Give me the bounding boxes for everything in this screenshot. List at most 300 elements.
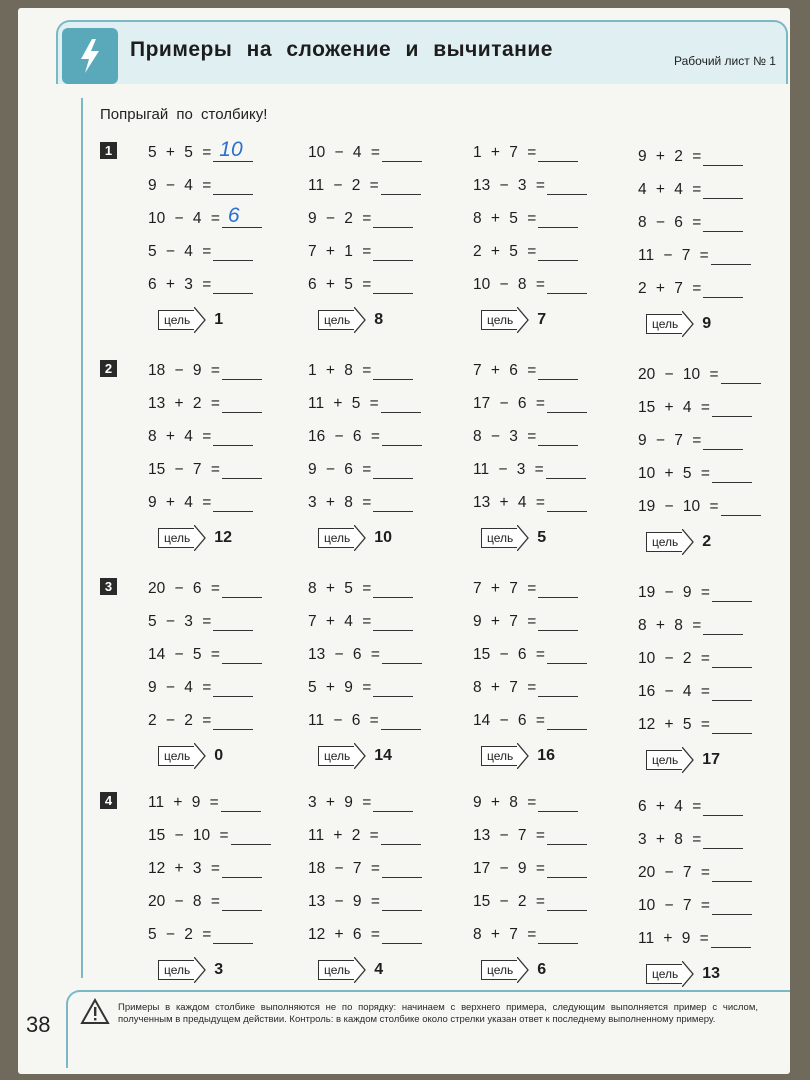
answer-blank[interactable] [222,361,262,380]
exercise-row [308,356,413,380]
exercise-expression: 19 − 10 = [638,498,719,515]
answer-blank[interactable] [222,579,262,598]
answer-blank[interactable] [538,209,578,228]
exercise-expression: 10 − 2 = [638,650,710,667]
exercise-expression: 9 + 2 = [638,148,702,165]
goal-label: цель [158,310,194,330]
goal-arrow-row [646,961,720,987]
exercise-row [638,459,752,483]
exercise-row [473,138,578,162]
exercise-expression: 3 + 9 = [308,794,372,811]
answer-blank[interactable] [703,147,743,166]
goal-label: цель [318,746,354,766]
answer-blank[interactable] [382,892,422,911]
answer-blank[interactable] [373,361,413,380]
answer-blank[interactable] [382,859,422,878]
exercise-expression: 9 − 2 = [308,210,372,227]
answer-blank[interactable] [373,209,413,228]
exercise-expression: 6 + 5 = [308,276,372,293]
exercise-expression: 12 + 3 = [148,860,220,877]
exercise-row [148,204,262,228]
exercise-expression: 5 − 2 = [148,926,212,943]
exercise-row [308,821,421,845]
exercise-expression: 13 − 9 = [308,893,380,910]
exercise-row [638,611,743,635]
goal-arrow-row [158,307,223,333]
exercise-row [308,455,413,479]
answer-blank[interactable] [703,431,743,450]
answer-blank[interactable] [381,176,421,195]
exercise-row [308,237,413,261]
goal-arrow-icon [158,309,206,331]
answer-blank[interactable] [712,896,752,915]
exercise-row [638,360,761,384]
exercise-expression: 5 − 3 = [148,613,212,630]
exercise-row [638,644,752,668]
exercise-expression: 8 + 4 = [148,428,212,445]
exercise-expression: 11 − 3 = [473,461,544,478]
goal-arrow-row [318,743,392,769]
goal-arrow-icon [646,531,694,553]
answer-blank[interactable] [222,892,262,911]
answer-blank[interactable] [712,398,752,417]
handwritten-answer: 6 [227,204,240,227]
warning-icon [80,998,110,1030]
exercise-expression: 11 + 9 = [148,794,219,811]
goal-arrow-icon [158,959,206,981]
goal-arrow-icon [481,959,529,981]
answer-blank[interactable] [547,859,587,878]
answer-blank[interactable] [538,793,578,812]
task-number: 1 [100,142,117,159]
exercise-expression: 17 − 6 = [473,395,545,412]
answer-blank[interactable] [703,279,743,298]
exercise-expression: 8 + 8 = [638,617,702,634]
exercise-row [148,920,253,944]
exercise-expression: 18 − 9 = [148,362,220,379]
exercise-row [148,788,261,812]
exercise-expression: 8 + 7 = [473,926,537,943]
answer-blank[interactable] [373,460,413,479]
exercise-expression: 8 − 3 = [473,428,537,445]
exercise-expression: 9 + 4 = [148,494,212,511]
goal-value: 5 [537,529,547,546]
answer-blank[interactable] [538,361,578,380]
exercise-row [638,792,743,816]
exercise-expression: 8 + 7 = [473,679,537,696]
exercise-row [638,578,752,602]
exercise-row [308,920,422,944]
exercise-row [473,574,578,598]
answer-blank[interactable] [538,678,578,697]
answer-blank[interactable] [381,394,421,413]
exercise-expression: 11 − 6 = [308,712,379,729]
page-number: 38 [26,1012,51,1037]
exercise-row [473,821,587,845]
exercise-row [473,422,578,446]
answer-blank[interactable] [712,863,752,882]
exercise-row [148,270,253,294]
task-number: 4 [100,792,117,809]
goal-value: 0 [214,747,224,764]
exercise-row [148,574,262,598]
exercise-expression: 9 − 4 = [148,679,212,696]
answer-blank[interactable] [373,612,413,631]
goal-label: цель [646,964,682,984]
answer-blank[interactable] [546,460,586,479]
exercise-expression: 9 − 6 = [308,461,372,478]
answer-blank[interactable] [382,143,422,162]
exercise-expression: 3 + 8 = [638,831,702,848]
exercise-row [308,389,421,413]
exercise-row [148,237,253,261]
answer-blank[interactable] [382,427,422,446]
goal-arrow-row [318,525,392,551]
worksheet-page [18,8,790,1074]
exercise-row [308,422,422,446]
exercise-expression: 15 − 7 = [148,461,220,478]
goal-arrow-icon [646,313,694,335]
goal-label: цель [158,528,194,548]
goal-label: цель [646,750,682,770]
answer-blank[interactable] [703,830,743,849]
exercise-row [148,389,262,413]
goal-label: цель [318,528,354,548]
exercise-expression: 10 − 4 = [308,144,380,161]
goal-label: цель [646,314,682,334]
answer-blank[interactable] [703,797,743,816]
exercise-row [473,389,587,413]
answer-blank[interactable] [712,682,752,701]
answer-blank[interactable] [711,929,751,948]
goal-value: 7 [537,311,547,328]
exercise-expression: 2 + 5 = [473,243,537,260]
goal-arrow-row [481,525,546,551]
exercise-row [473,237,578,261]
exercise-row [473,788,578,812]
goal-label: цель [318,310,354,330]
worksheet-label: Рабочий лист № 1 [674,54,776,68]
answer-blank[interactable] [213,138,253,162]
exercise-expression: 13 + 4 = [473,494,545,511]
goal-arrow-row [158,957,223,983]
goal-label: цель [481,746,517,766]
goal-arrow-icon [481,527,529,549]
exercise-expression: 9 − 7 = [638,432,702,449]
exercise-expression: 2 + 7 = [638,280,702,297]
goal-arrow-icon [481,309,529,331]
exercise-expression: 11 + 2 = [308,827,379,844]
exercise-row [473,673,578,697]
lightning-icon [62,28,118,84]
goal-arrow-icon [481,745,529,767]
exercise-expression: 11 − 7 = [638,247,709,264]
goal-value: 2 [702,533,712,550]
exercise-row [308,574,413,598]
goal-label: цель [646,532,682,552]
answer-blank[interactable] [538,925,578,944]
answer-blank[interactable] [382,925,422,944]
answer-blank[interactable] [213,176,253,195]
exercise-expression: 13 − 3 = [473,177,545,194]
instruction-subtitle: Попрыгай по столбику! [100,106,268,123]
exercise-row [473,455,586,479]
answer-blank[interactable] [721,365,761,384]
exercise-row [638,274,743,298]
goal-arrow-row [481,957,546,983]
answer-blank[interactable] [213,925,253,944]
exercise-expression: 2 − 2 = [148,712,212,729]
answer-blank[interactable] [213,242,253,261]
exercise-expression: 7 + 1 = [308,243,372,260]
goal-arrow-row [318,307,383,333]
goal-arrow-icon [158,745,206,767]
goal-value: 17 [702,751,721,768]
exercise-expression: 9 − 4 = [148,177,212,194]
handwritten-answer: 10 [219,138,243,161]
goal-value: 12 [214,529,233,546]
answer-blank[interactable] [547,711,587,730]
page-title: Примеры на сложение и вычитание [130,38,553,61]
answer-blank[interactable] [213,612,253,631]
exercise-expression: 12 + 5 = [638,716,710,733]
exercise-expression: 15 + 4 = [638,399,710,416]
exercise-expression: 20 − 10 = [638,366,719,383]
answer-blank[interactable] [381,711,421,730]
exercise-expression: 13 − 6 = [308,646,380,663]
exercise-row [148,821,271,845]
exercise-row [148,607,253,631]
exercise-expression: 11 + 9 = [638,930,709,947]
exercise-row [473,488,587,512]
goal-value: 3 [214,961,224,978]
exercise-row [308,171,421,195]
goal-arrow-icon [158,527,206,549]
exercise-row [148,171,253,195]
answer-blank[interactable] [547,394,587,413]
exercise-expression: 14 − 5 = [148,646,220,663]
exercise-row [638,241,751,265]
exercise-row [638,891,752,915]
goal-arrow-icon [318,959,366,981]
answer-blank[interactable] [547,892,587,911]
exercise-expression: 10 + 5 = [638,465,710,482]
exercise-expression: 10 − 8 = [473,276,545,293]
goal-arrow-row [158,525,232,551]
answer-blank[interactable] [547,645,587,664]
exercise-expression: 15 − 2 = [473,893,545,910]
exercise-expression: 10 − 7 = [638,897,710,914]
exercise-row [308,640,422,664]
goal-value: 1 [214,311,224,328]
exercise-row [308,270,413,294]
answer-blank[interactable] [222,394,262,413]
goal-arrow-row [158,743,223,769]
answer-blank[interactable] [231,826,271,845]
answer-blank[interactable] [547,826,587,845]
exercise-row [473,607,578,631]
exercise-row [638,142,743,166]
exercise-row [308,887,422,911]
answer-blank[interactable] [712,649,752,668]
answer-blank[interactable] [213,493,253,512]
goal-arrow-icon [646,963,694,985]
answer-blank[interactable] [213,678,253,697]
exercise-expression: 8 − 6 = [638,214,702,231]
exercise-expression: 16 − 6 = [308,428,380,445]
exercise-row [308,673,413,697]
exercise-row [473,854,587,878]
goal-label: цель [481,528,517,548]
exercise-row [473,171,587,195]
answer-blank[interactable] [712,715,752,734]
goal-arrow-icon [318,527,366,549]
answer-blank[interactable] [538,579,578,598]
exercise-expression: 20 − 7 = [638,864,710,881]
exercise-expression: 7 + 4 = [308,613,372,630]
exercise-expression: 9 + 8 = [473,794,537,811]
exercise-expression: 19 − 9 = [638,584,710,601]
answer-blank[interactable] [547,176,587,195]
answer-blank[interactable] [373,793,413,812]
goal-label: цель [318,960,354,980]
exercise-row [638,393,752,417]
answer-blank[interactable] [538,612,578,631]
task-number: 3 [100,578,117,595]
exercise-row [148,640,262,664]
answer-blank[interactable] [213,427,253,446]
goal-arrow-icon [318,309,366,331]
exercise-expression: 13 − 7 = [473,827,545,844]
exercise-expression: 12 + 6 = [308,926,380,943]
exercise-expression: 1 + 8 = [308,362,372,379]
exercise-expression: 8 + 5 = [473,210,537,227]
exercise-expression: 4 + 4 = [638,181,702,198]
exercise-row [148,138,253,162]
answer-blank[interactable] [221,793,261,812]
exercise-row [638,208,743,232]
answer-blank[interactable] [213,275,253,294]
answer-blank[interactable] [373,275,413,294]
task-number: 2 [100,360,117,377]
goal-arrow-row [481,307,546,333]
exercise-row [473,706,587,730]
exercise-row [638,710,752,734]
exercise-row [148,356,262,380]
answer-blank[interactable] [222,859,262,878]
answer-blank[interactable] [373,493,413,512]
answer-blank[interactable] [538,242,578,261]
exercise-row [638,858,752,882]
exercise-expression: 15 − 10 = [148,827,229,844]
answer-blank[interactable] [381,826,421,845]
answer-blank[interactable] [703,213,743,232]
answer-blank[interactable] [547,493,587,512]
exercise-expression: 15 − 6 = [473,646,545,663]
exercise-row [148,673,253,697]
exercise-expression: 5 + 9 = [308,679,372,696]
answer-blank[interactable] [373,579,413,598]
exercise-row [148,854,262,878]
exercise-row [473,920,578,944]
exercise-row [308,488,413,512]
exercise-row [473,887,587,911]
exercise-row [473,640,587,664]
exercise-expression: 20 − 8 = [148,893,220,910]
exercise-expression: 6 + 3 = [148,276,212,293]
answer-blank[interactable] [222,460,262,479]
exercise-expression: 7 + 7 = [473,580,537,597]
exercise-expression: 6 + 4 = [638,798,702,815]
exercise-expression: 11 + 5 = [308,395,379,412]
goal-value: 13 [702,965,721,982]
exercise-row [638,175,743,199]
exercise-expression: 11 − 2 = [308,177,379,194]
exercise-expression: 13 + 2 = [148,395,220,412]
goal-arrow-row [646,529,711,555]
exercise-row [308,607,413,631]
goal-value: 10 [374,529,393,546]
exercise-row [638,825,743,849]
exercise-row [473,356,578,380]
goal-label: цель [158,960,194,980]
answer-blank[interactable] [373,678,413,697]
goal-value: 16 [537,747,556,764]
answer-blank[interactable] [382,645,422,664]
exercise-row [473,270,587,294]
exercise-expression: 7 + 6 = [473,362,537,379]
answer-blank[interactable] [213,711,253,730]
goal-value: 6 [537,961,547,978]
answer-blank[interactable] [222,645,262,664]
answer-blank[interactable] [721,497,761,516]
exercise-row [148,455,262,479]
exercise-expression: 10 − 4 = [148,210,220,227]
exercise-row [148,488,253,512]
exercise-row [638,492,761,516]
answer-blank[interactable] [538,427,578,446]
exercise-row [308,854,422,878]
exercise-expression: 14 − 6 = [473,712,545,729]
answer-blank[interactable] [711,246,751,265]
answer-blank[interactable] [712,583,752,602]
goal-arrow-row [318,957,383,983]
exercise-row [308,788,413,812]
goal-arrow-row [646,311,711,337]
goal-label: цель [481,310,517,330]
exercise-expression: 3 + 8 = [308,494,372,511]
goal-value: 4 [374,961,384,978]
goal-value: 14 [374,747,393,764]
answer-blank[interactable] [538,143,578,162]
goal-value: 8 [374,311,384,328]
answer-blank[interactable] [547,275,587,294]
goal-arrow-row [646,747,720,773]
answer-blank[interactable] [703,616,743,635]
exercise-row [638,677,752,701]
exercise-row [308,138,422,162]
footer-note: Примеры в каждом столбике выполняются не по порядку: начинаем с верхнего примера, следующим выполняется пример с числом, полученным в предыдущем действии. Контроль: в каждом столбике около стрелки указан ответ к последнему выполненному примеру. [118,1002,758,1025]
exercise-expression: 9 + 7 = [473,613,537,630]
exercise-row [148,706,253,730]
answer-blank[interactable] [373,242,413,261]
exercise-expression: 5 + 5 = [148,144,212,161]
answer-blank[interactable] [222,204,262,228]
answer-blank[interactable] [703,180,743,199]
answer-blank[interactable] [712,464,752,483]
exercise-expression: 16 − 4 = [638,683,710,700]
exercise-row [638,924,751,948]
